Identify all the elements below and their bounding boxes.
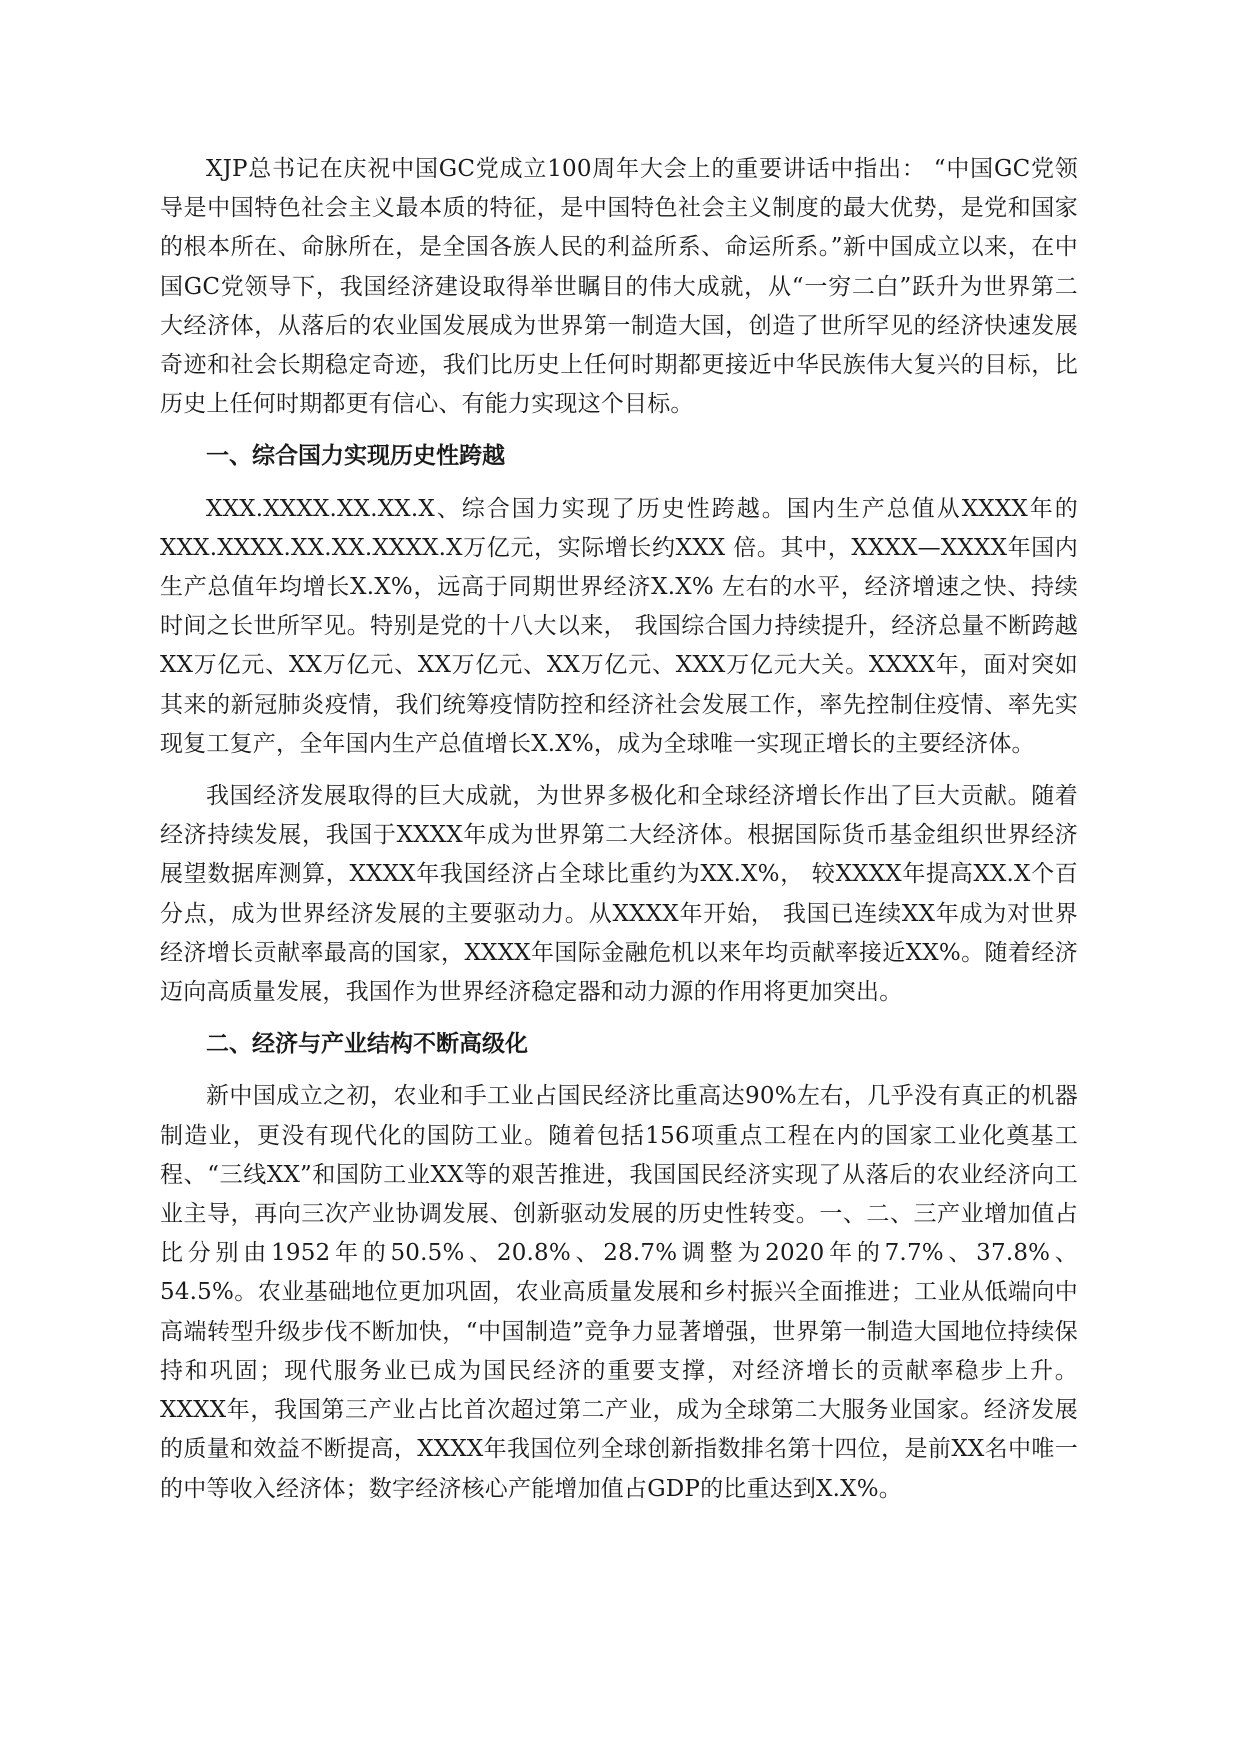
spacer xyxy=(160,424,1078,437)
section-2-heading: 二、经济与产业结构不断高级化 xyxy=(206,1031,528,1058)
intro-paragraph: XJP总书记在庆祝中国GC党成立100周年大会上的重要讲话中指出： “中国GC党领导是中国特色社会主义最本质的特征，是中国特色社会主义制度的最大优势，是党和国家的根本所在、命脉所在，是全国各族人民的利益所系、命运所系。”新中国成立以来，在中国GC党领导下，我国经济建设取得举世瞩目的伟大成就，从“一穷二白”跃升为世界第二大经济体，从落后的农业国发展成为世界第一制造大国，创造了世所罕见的经济快速发展奇迹和社会长期稳定奇迹，我们比历史上任何时期都更接近中华民族伟大复兴的目标，比历史上任何时期都更有信心、有能力实现这个目标。 xyxy=(160,156,1078,418)
section-1-paragraph-1: XXX.XXXX.XX.XX.X、综合国力实现了历史性跨越。国内生产总值从XXXX年的XXX.XXXX.XX.XX.XXXX.X万亿元，实际增长约XXX 倍。其中，XXXX—XXXX年国内生产总值年均增长X.X%，远高于同期世界经济X.X% 左右的水平，经济增速之快、持续时间之长世所罕见。特别是党的十八大以来， 我国综合国力持续提升，经济总量不断跨越XX万亿元、XX万亿元、XX万亿元、XX万亿元、XXX万亿元大关。XXXX年，面对突如其来的新冠肺炎疫情，我们统筹疫情防控和经济社会发展工作，率先控制住疫情、率先实现复工复产，全年国内生产总值增长X.X%，成为全球唯一实现正增长的主要经济体。 xyxy=(160,495,1078,757)
section-2-paragraph-1: 新中国成立之初，农业和手工业占国民经济比重高达90%左右，几乎没有真正的机器制造业，更没有现代化的国防工业。随着包括156项重点工程在内的国家工业化奠基工程、“三线XX”和国防工业XX等的艰苦推进，我国国民经济实现了从落后的农业经济向工业主导，再向三次产业协调发展、创新驱动发展的历史性转变。一、二、三产业增加值占比分别由1952年的50.5%、20.8%、28.7%调整为2020年的7.7%、37.8%、54.5%。农业基础地位更加巩固，农业高质量发展和乡村振兴全面推进；工业从低端向中高端转型升级步伐不断加快，“中国制造”竞争力显著增强，世界第一制造大国地位持续保持和巩固；现代服务业已成为国民经济的重要支撑，对经济增长的贡献率稳步上升。XXXX年，我国第三产业占比首次超过第二产业，成为全球第二大服务业国家。经济发展的质量和效益不断提高，XXXX年我国位列全球创新指数排名第十四位，是前XX名中唯一的中等收入经济体；数字经济核心产能增加值占GDP的比重达到X.X%。 xyxy=(160,1083,1078,1502)
spacer xyxy=(160,477,1078,490)
section-1-heading: 一、综合国力实现历史性跨越 xyxy=(206,443,505,470)
spacer xyxy=(160,764,1078,777)
document-page xyxy=(160,150,1078,1509)
spacer xyxy=(160,1012,1078,1025)
section-1-paragraph-2: 我国经济发展取得的巨大成就，为世界多极化和全球经济增长作出了巨大贡献。随着经济持续发展，我国于XXXX年成为世界第二大经济体。根据国际货币基金组织世界经济展望数据库测算，XXXX年我国经济占全球比重约为XX.X%， 较XXXX年提高XX.X个百分点，成为世界经济发展的主要驱动力。从XXXX年开始， 我国已连续XX年成为对世界经济增长贡献率最高的国家，XXXX年国际金融危机以来年均贡献率接近XX%。随着经济迈向高质量发展，我国作为世界经济稳定器和动力源的作用将更加突出。 xyxy=(160,783,1078,1006)
spacer xyxy=(160,1064,1078,1077)
